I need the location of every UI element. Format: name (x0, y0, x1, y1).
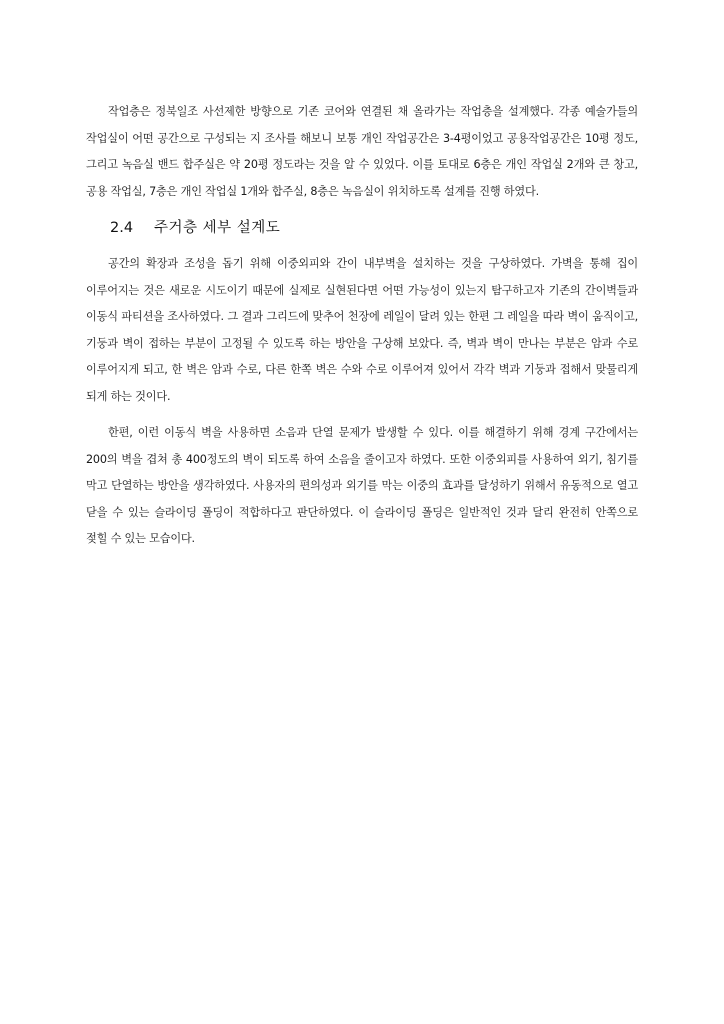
paragraph-work-floor: 작업층은 정북일조 사선제한 방향으로 기존 코어와 연결된 채 올라가는 작업층을 설계했다. 각종 예술가들의 작업실이 어떤 공간으로 구성되는 지 조사를 해보니 보통 개인 작업공간은 3-4평이었고 공용작업공간은 10평 정도, 그리고 녹음실 밴드 합주실은 약 20평 정도라는 것을 알 수 있었다. 이를 토대로 6층은 개인 작업실 2개와 큰 창고, 공용 작업실, 7층은 개인 작업실 1개와 합주실, 8층은 녹음실이 위치하도록 설계를 진행 하였다. (86, 105, 638, 198)
document-page (86, 99, 638, 553)
section-number: 2.4 (110, 220, 134, 236)
paragraph-noise-insulation: 한편, 이런 이동식 벽을 사용하면 소음과 단열 문제가 발생할 수 있다. 이를 해결하기 위해 경계 구간에서는 200의 벽을 겹쳐 총 400정도의 벽이 되도록 하여 소음을 줄이고자 하였다. 또한 이중외피를 사용하여 외기, 침기를 막고 단열하는 방안을 생각하였다. 사용자의 편의성과 외기를 막는 이중의 효과를 달성하기 위해서 유동적으로 열고 닫을 수 있는 슬라이딩 폴딩이 적합하다고 판단하였다. 이 슬라이딩 폴딩은 일반적인 것과 달리 완전히 안쪽으로 젖힐 수 있는 모습이다. (86, 426, 638, 545)
section-title: 주거층 세부 설계도 (154, 220, 281, 236)
section-heading (86, 213, 638, 243)
paragraph-movable-wall: 공간의 확장과 조성을 돕기 위해 이중외피와 간이 내부벽을 설치하는 것을 구상하였다. 가벽을 통해 집이 이루어지는 것은 새로운 시도이기 때문에 실제로 실현된다면 어떤 가능성이 있는지 탐구하고자 기존의 간이벽들과 이동식 파티션을 조사하였다. 그 결과 그리드에 맞추어 천장에 레일이 달려 있는 한편 그 레일을 따라 벽이 움직이고, 기둥과 벽이 접하는 부분이 고정될 수 있도록 하는 방안을 구상해 보았다. 즉, 벽과 벽이 만나는 부분은 암과 수로 이루어지게 되고, 한 벽은 암과 수로, 다른 한쪽 벽은 수와 수로 이루어져 있어서 각각 벽과 기둥과 접해서 맞물리게 되게 하는 것이다. (86, 257, 638, 403)
